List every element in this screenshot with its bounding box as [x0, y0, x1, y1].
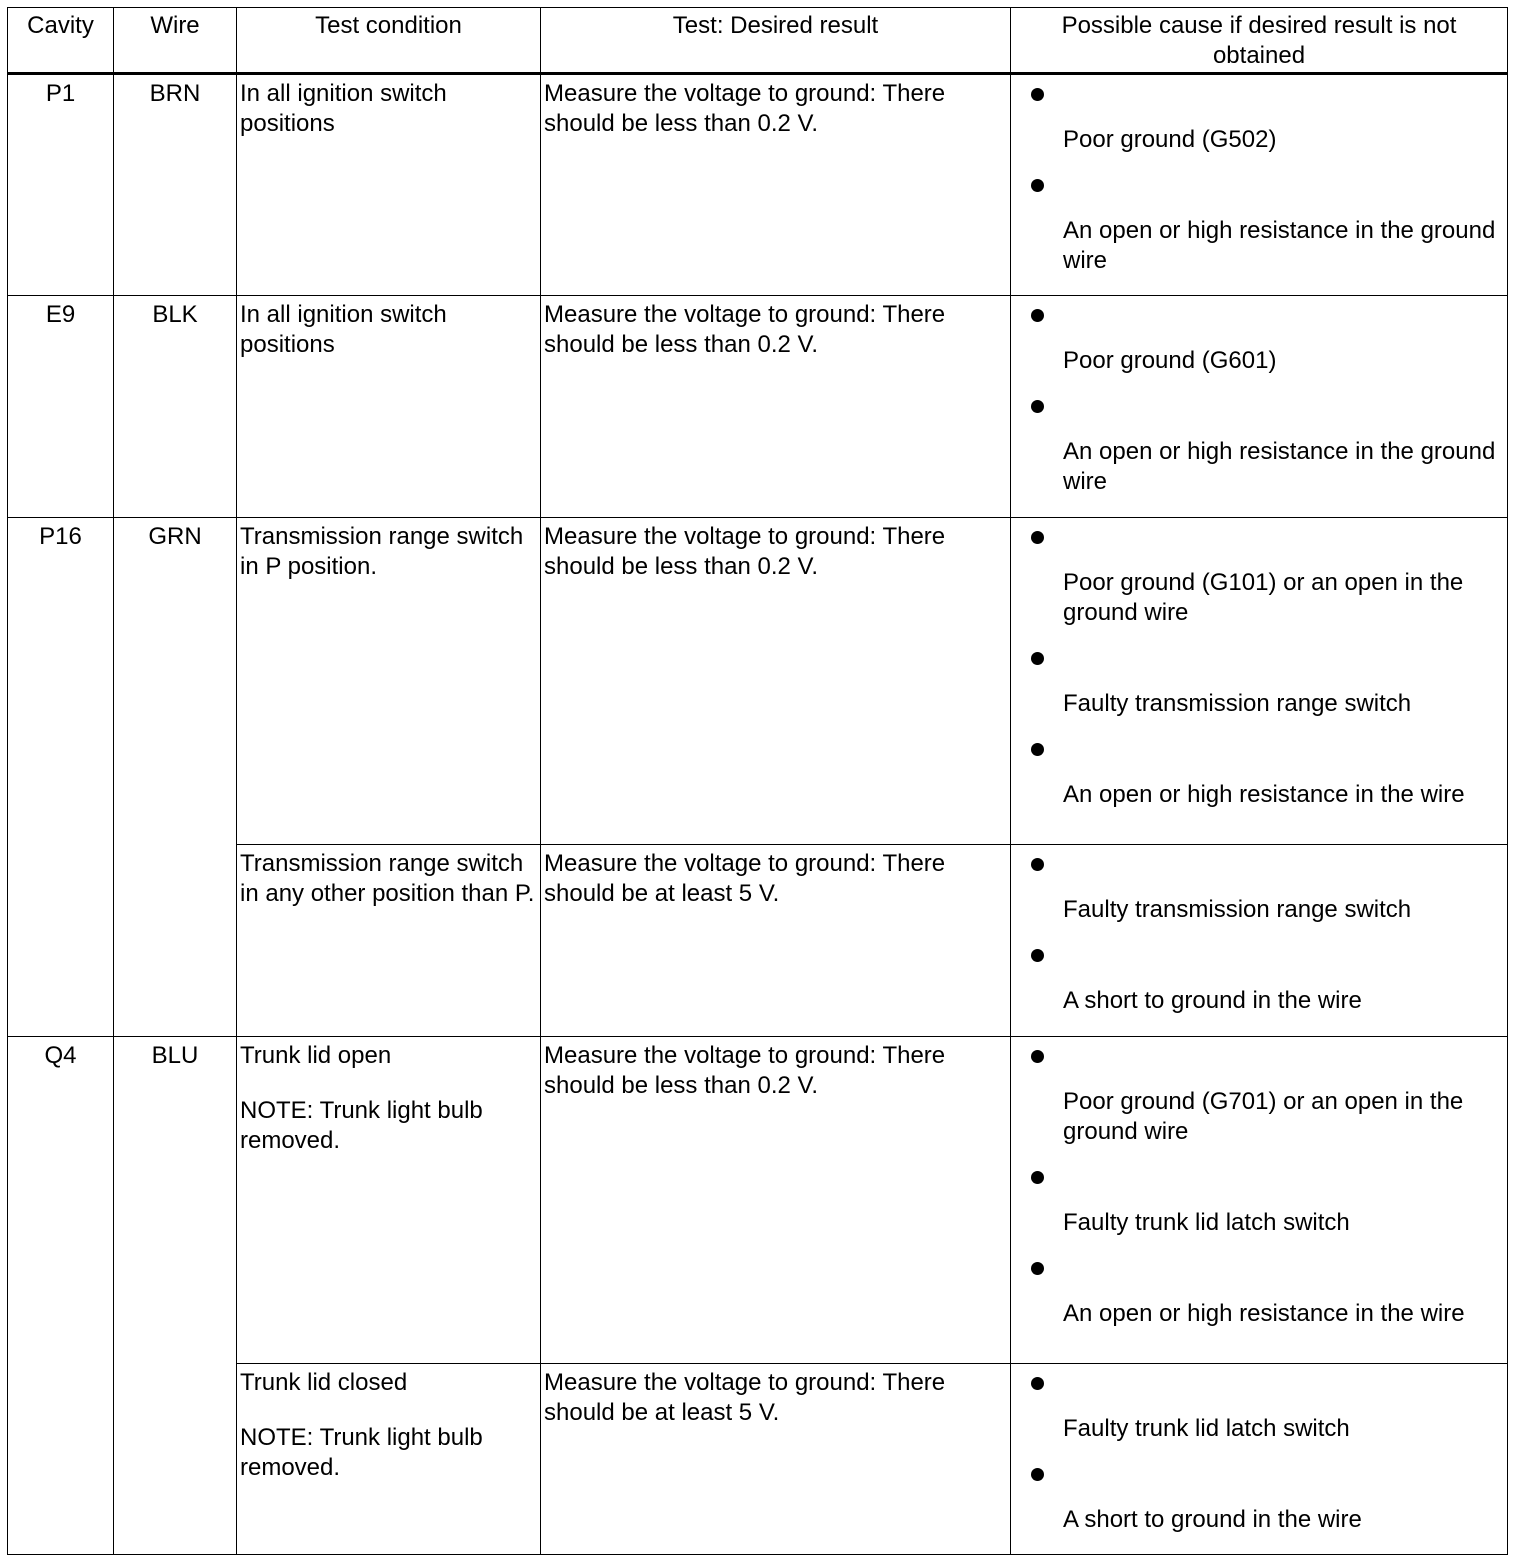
cause-text: Faulty trunk lid latch switch: [1063, 1415, 1350, 1442]
cause-text: Poor ground (G701) or an open in the ground wire: [1063, 1088, 1464, 1145]
possible-cause-cell: [1011, 1037, 1508, 1364]
cavity-cell: Q4: [8, 1037, 114, 1555]
header-possible-cause: Possible cause if desired result is not obtained: [1011, 8, 1508, 74]
wire-cell: BLK: [114, 296, 237, 518]
wire-cell: GRN: [114, 518, 237, 1037]
cause-item: [1031, 79, 1503, 155]
cause-item: [1031, 940, 1503, 1016]
cause-item: [1031, 1368, 1503, 1444]
cause-item: [1031, 1459, 1503, 1535]
desired-result-cell: Measure the voltage to ground: There should be at least 5 V.: [541, 1364, 1011, 1555]
cause-item: [1031, 643, 1503, 719]
desired-result-cell: Measure the voltage to ground: There should be less than 0.2 V.: [541, 74, 1011, 296]
test-condition-cell: [237, 1037, 541, 1364]
bullet-icon: [1031, 1377, 1044, 1390]
table-row: [8, 518, 1508, 845]
cause-text: Faulty trunk lid latch switch: [1063, 1209, 1350, 1236]
cavity-cell: E9: [8, 296, 114, 518]
condition-text: In all ignition switch positions: [240, 80, 447, 137]
bullet-icon: [1031, 179, 1044, 192]
header-cavity: Cavity: [8, 8, 114, 74]
condition-text: Transmission range switch in P position.: [240, 523, 524, 580]
possible-cause-cell: [1011, 845, 1508, 1037]
test-condition-cell: [237, 845, 541, 1037]
table-row: [8, 1037, 1508, 1364]
header-wire: Wire: [114, 8, 237, 74]
condition-text: Transmission range switch in any other position than P.: [240, 850, 535, 907]
desired-result-cell: Measure the voltage to ground: There should be less than 0.2 V.: [541, 1037, 1011, 1364]
bullet-icon: [1031, 531, 1044, 544]
wire-cell: BLU: [114, 1037, 237, 1555]
cause-text: An open or high resistance in the wire: [1063, 781, 1465, 808]
condition-text: Trunk lid closed: [240, 1369, 408, 1396]
cause-text: Poor ground (G101) or an open in the ground wire: [1063, 569, 1464, 626]
possible-cause-cell: [1011, 296, 1508, 518]
possible-cause-cell: [1011, 518, 1508, 845]
desired-result-cell: Measure the voltage to ground: There should be at least 5 V.: [541, 845, 1011, 1037]
condition-note: NOTE: Trunk light bulb removed.: [240, 1097, 483, 1154]
cause-item: [1031, 849, 1503, 925]
bullet-icon: [1031, 400, 1044, 413]
bullet-icon: [1031, 88, 1044, 101]
header-test-condition: Test condition: [237, 8, 541, 74]
test-condition-cell: [237, 518, 541, 845]
cause-text: Poor ground (G502): [1063, 126, 1277, 153]
cause-text: A short to ground in the wire: [1063, 987, 1362, 1014]
cause-item: [1031, 391, 1503, 497]
header-row: [8, 8, 1508, 74]
test-condition-cell: [237, 74, 541, 296]
condition-text: Trunk lid open: [240, 1042, 392, 1069]
cause-item: [1031, 300, 1503, 376]
header-desired-result: Test: Desired result: [541, 8, 1011, 74]
bullet-icon: [1031, 949, 1044, 962]
cavity-cell: P1: [8, 74, 114, 296]
bullet-icon: [1031, 1171, 1044, 1184]
bullet-icon: [1031, 1262, 1044, 1275]
cause-item: [1031, 1162, 1503, 1238]
diagnostic-table: [7, 7, 1508, 1555]
possible-cause-cell: [1011, 1364, 1508, 1555]
cause-item: [1031, 522, 1503, 628]
bullet-icon: [1031, 858, 1044, 871]
table-row: [8, 74, 1508, 296]
cause-text: An open or high resistance in the wire: [1063, 1300, 1465, 1327]
bullet-icon: [1031, 1050, 1044, 1063]
cause-text: Poor ground (G601): [1063, 347, 1277, 374]
cavity-cell: P16: [8, 518, 114, 1037]
cause-item: [1031, 170, 1503, 276]
cause-item: [1031, 1253, 1503, 1329]
possible-cause-cell: [1011, 74, 1508, 296]
cause-text: An open or high resistance in the ground wire: [1063, 217, 1496, 274]
desired-result-cell: Measure the voltage to ground: There should be less than 0.2 V.: [541, 518, 1011, 845]
condition-note: NOTE: Trunk light bulb removed.: [240, 1424, 483, 1481]
test-condition-cell: [237, 296, 541, 518]
table-row: [8, 296, 1508, 518]
bullet-icon: [1031, 1468, 1044, 1481]
cause-text: Faulty transmission range switch: [1063, 690, 1412, 717]
bullet-icon: [1031, 743, 1044, 756]
cause-text: An open or high resistance in the ground wire: [1063, 438, 1496, 495]
cause-item: [1031, 1041, 1503, 1147]
wire-cell: BRN: [114, 74, 237, 296]
test-condition-cell: [237, 1364, 541, 1555]
desired-result-cell: Measure the voltage to ground: There should be less than 0.2 V.: [541, 296, 1011, 518]
cause-item: [1031, 734, 1503, 810]
bullet-icon: [1031, 309, 1044, 322]
bullet-icon: [1031, 652, 1044, 665]
cause-text: A short to ground in the wire: [1063, 1506, 1362, 1533]
condition-text: In all ignition switch positions: [240, 301, 447, 358]
cause-text: Faulty transmission range switch: [1063, 896, 1412, 923]
